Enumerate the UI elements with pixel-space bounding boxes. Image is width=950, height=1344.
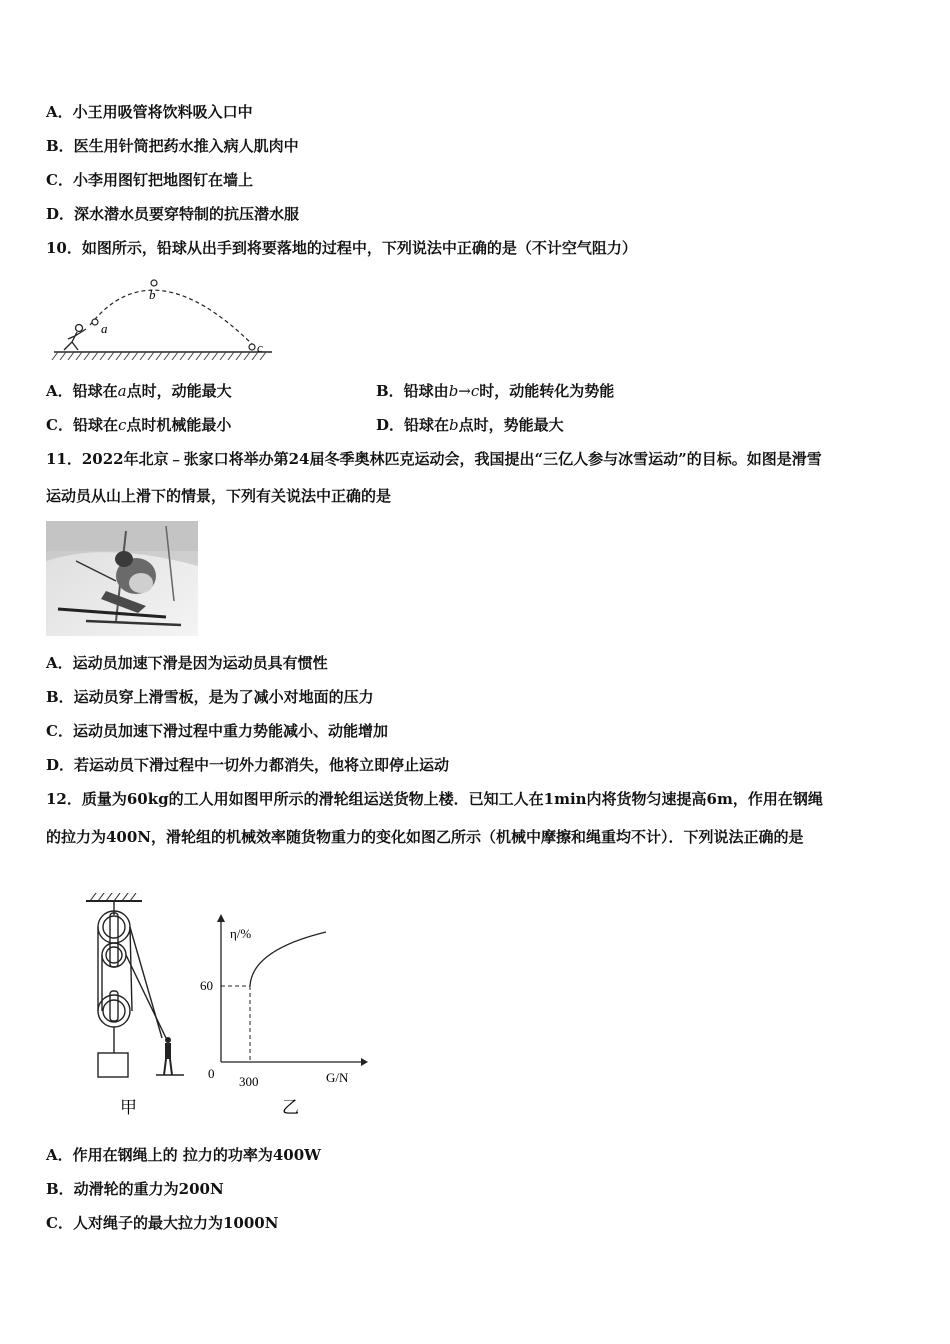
x-axis-label: G/N (326, 1070, 349, 1085)
q11-stem-line2: 运动员从山上滑下的情景，下列有关说法中正确的是 (46, 487, 392, 505)
q10-option-d: D．铅球在b点时，势能最大 (376, 416, 564, 434)
q10-stem: 10．如图所示，铅球从出手到将要落地的过程中，下列说法中正确的是（不计空气阻力） (46, 239, 637, 257)
label-b: b (149, 287, 156, 302)
q12-stem-line1: 12．质量为60kg的工人用如图甲所示的滑轮组运送货物上楼．已知工人在1min内将货物匀速提高6m，作用在钢绳 (46, 790, 823, 808)
q11-option-a: A．运动员加速下滑是因为运动员具有惯性 (46, 654, 328, 672)
q10-option-c: C．铅球在c点时机械能最小 (46, 416, 232, 434)
y-tick-60: 60 (200, 978, 213, 993)
label-c: c (257, 340, 263, 355)
q9-option-d: D．深水潜水员要穿特制的抗压潜水服 (46, 205, 300, 223)
fig-jia-label: 甲 (120, 1098, 137, 1118)
q12-stem-line2: 的拉力为400N，滑轮组的机械效率随货物重力的变化如图乙所示（机械中摩擦和绳重均不计）．下列说法正确的是 (46, 828, 804, 846)
q11-option-c: C．运动员加速下滑过程中重力势能减小、动能增加 (46, 722, 388, 740)
q9-option-c: C．小李用图钉把地图钉在墙上 (46, 171, 253, 189)
label-a: a (101, 321, 108, 336)
origin-label: 0 (208, 1066, 215, 1081)
shot-put-figure (50, 276, 276, 366)
q11-stem-line1: 11．2022年北京﹣张家口将举办第24届冬季奥林匹克运动会，我国提出“三亿人参与冰雪运动”的目标。如图是滑雪 (46, 450, 822, 468)
worker-icon (156, 1037, 184, 1075)
efficiency-graph (196, 910, 371, 1120)
q10-option-b: B．铅球由b→c时，动能转化为势能 (376, 382, 615, 400)
y-axis-label: η/% (230, 926, 252, 941)
pulley-system-figure (80, 893, 190, 1123)
skier-photo (46, 521, 198, 636)
q9-option-b: B．医生用针筒把药水推入病人肌肉中 (46, 137, 299, 155)
q11-option-b: B．运动员穿上滑雪板，是为了减小对地面的压力 (46, 688, 374, 706)
fig-yi-label: 乙 (282, 1098, 299, 1118)
q12-option-c: C．人对绳子的最大拉力为1000N (46, 1214, 279, 1232)
q12-option-b: B．动滑轮的重力为200N (46, 1180, 224, 1198)
x-tick-300: 300 (239, 1074, 259, 1089)
q11-option-d: D．若运动员下滑过程中一切外力都消失，他将立即停止运动 (46, 756, 450, 774)
q12-option-a: A．作用在钢绳上的 拉力的功率为400W (46, 1146, 322, 1164)
athlete-icon (64, 325, 86, 351)
q10-option-a: A．铅球在a点时，动能最大 (46, 382, 232, 400)
q9-option-a: A．小王用吸管将饮料吸入口中 (46, 103, 253, 121)
